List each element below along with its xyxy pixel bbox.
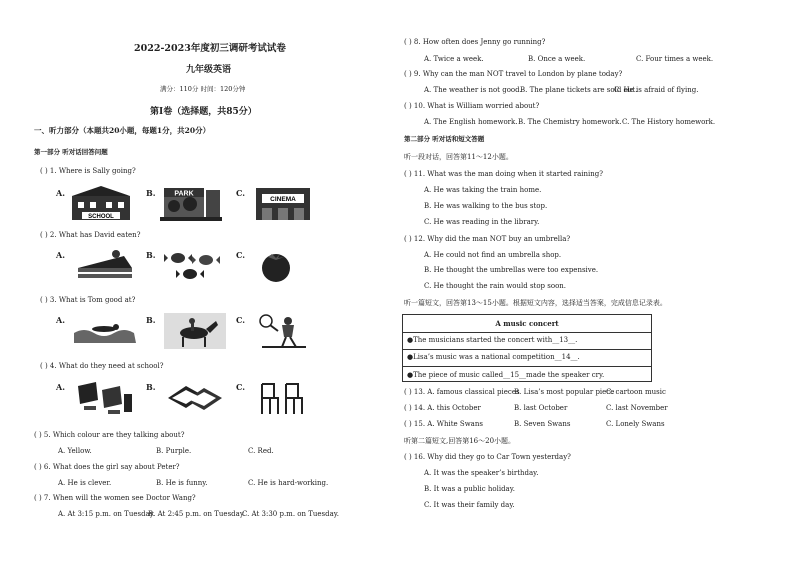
q9-option-c: C. He is afraid of flying. <box>614 86 699 94</box>
park-sign-text: PARK <box>174 190 194 198</box>
q8-option-b: B. Once a week. <box>528 55 586 63</box>
q16-option-c: C. It was their family day. <box>424 501 515 509</box>
q10-option-c: C. The History homework. <box>622 118 716 126</box>
question-6: ( ) 6. What does the girl say about Peter? <box>34 463 180 471</box>
q13-option-b: B. Lisa’s most popular piece <box>514 388 615 396</box>
question-15: ( ) 15. A. White Swans <box>404 420 483 428</box>
q5-option-a: A. Yellow. <box>58 447 92 455</box>
question-10: ( ) 10. What is William worried about? <box>404 102 540 110</box>
q2-option-b-label: B. <box>146 250 156 260</box>
cinema-image <box>254 186 316 222</box>
q1-option-a-label: A. <box>56 188 65 198</box>
q12-option-b: B. He thought the umbrellas were too expensive. <box>424 266 599 274</box>
q13-option-c: C. cartoon music <box>606 388 666 396</box>
exam-meta: 满分：110分 时间：120分钟 <box>160 85 246 93</box>
q3-option-a-label: A. <box>56 315 65 325</box>
q7-option-b: B. At 2:45 p.m. on Tuesday. <box>148 510 246 518</box>
part2-intro: 听一段对话，回答第11～12小题。 <box>404 153 513 161</box>
concert-row-14: ●Lisa’s music was a national competition__14__. <box>407 353 580 361</box>
q5-option-b: B. Purple. <box>156 447 192 455</box>
listening-intro-2: 听一篇短文，回答第13～15小题。根据短文内容，选择适当答案，完成信息记录表。 <box>404 299 667 307</box>
volume-title: 第Ⅰ卷（选择题，共85分） <box>150 107 257 117</box>
q9-option-a: A. The weather is not good. <box>424 86 522 94</box>
q1-option-c-label: C. <box>236 188 246 198</box>
q8-option-a: A. Twice a week. <box>424 55 484 63</box>
question-1: ( ) 1. Where is Sally going? <box>40 167 136 175</box>
part1-heading: 第一部分 听对话回答问题 <box>34 148 108 156</box>
q7-option-c: C. At 3:30 p.m. on Tuesday. <box>242 510 340 518</box>
school-image <box>70 186 132 222</box>
q6-option-b: B. He is funny. <box>156 479 208 487</box>
school-sign-text: SCHOOL <box>88 214 114 220</box>
computers-image <box>74 380 136 416</box>
park-image <box>160 186 222 222</box>
horse-riding-image <box>164 313 226 349</box>
question-11: ( ) 11. What was the man doing when it started raining? <box>404 170 604 178</box>
q3-option-c-label: C. <box>236 315 246 325</box>
q7-option-a: A. At 3:15 p.m. on Tuesday. <box>58 510 155 518</box>
q1-option-b-label: B. <box>146 188 156 198</box>
q12-option-a: A. He could not find an umbrella shop. <box>424 251 562 259</box>
q15-option-c: C. Lonely Swans <box>606 420 665 428</box>
concert-row-13: ●The musicians started the concert with__13__. <box>407 336 578 344</box>
question-8: ( ) 8. How often does Jenny go running? <box>404 38 546 46</box>
question-7: ( ) 7. When will the women see Doctor Wang? <box>34 494 196 502</box>
q11-option-b: B. He was walking to the bus stop. <box>424 202 548 210</box>
concert-table-title: A music concert <box>495 319 559 328</box>
chairs-image <box>252 380 314 416</box>
question-5: ( ) 5. Which colour are they talking about? <box>34 431 185 439</box>
part2-heading: 第二部分 听对话和短文答题 <box>404 135 485 143</box>
q14-option-b: B. last October <box>514 404 568 412</box>
q11-option-c: C. He was reading in the library. <box>424 218 540 226</box>
question-16: ( ) 16. Why did they go to Car Town yesterday? <box>404 453 571 461</box>
q16-option-b: B. It was a public holiday. <box>424 485 515 493</box>
q8-option-c: C. Four times a week. <box>636 55 714 63</box>
books-image <box>164 380 226 416</box>
question-13: ( ) 13. A. famous classical pieces <box>404 388 520 396</box>
concert-row-15: ●The piece of music called__15__made the speaker cry. <box>407 371 605 379</box>
question-14: ( ) 14. A. this October <box>404 404 481 412</box>
q2-option-c-label: C. <box>236 250 246 260</box>
section-heading: 一、听力部分（本题共20小题，每题1分，共20分） <box>34 126 211 135</box>
exam-title: 2022-2023年度初三调研考试试卷 <box>134 43 286 54</box>
q10-option-b: B. The Chemistry homework. <box>518 118 622 126</box>
q9-option-b: B. The plane tickets are sold out. <box>520 86 638 94</box>
q6-option-c: C. He is hard-working. <box>248 479 329 487</box>
question-9: ( ) 9. Why can the man NOT travel to London by plane today? <box>404 70 623 78</box>
exam-subject: 九年级英语 <box>186 65 232 75</box>
q14-option-c: C. last November <box>606 404 668 412</box>
q4-option-a-label: A. <box>56 382 65 392</box>
cinema-sign-text: CINEMA <box>270 196 296 203</box>
concert-info-table <box>402 314 652 382</box>
tennis-image <box>252 313 314 349</box>
question-4: ( ) 4. What do they need at school? <box>40 362 164 370</box>
q15-option-b: B. Seven Swans <box>514 420 571 428</box>
q6-option-a: A. He is clever. <box>58 479 112 487</box>
q4-option-b-label: B. <box>146 382 156 392</box>
question-3: ( ) 3. What is Tom good at? <box>40 296 136 304</box>
candy-image <box>164 248 226 284</box>
q2-option-a-label: A. <box>56 250 65 260</box>
cake-image <box>74 248 136 284</box>
q16-option-a: A. It was the speaker’s birthday. <box>424 469 539 477</box>
question-12: ( ) 12. Why did the man NOT buy an umbrella? <box>404 235 571 243</box>
tomato-image <box>252 248 314 284</box>
q11-option-a: A. He was taking the train home. <box>424 186 542 194</box>
q4-option-c-label: C. <box>236 382 246 392</box>
q12-option-c: C. He thought the rain would stop soon. <box>424 282 567 290</box>
q3-option-b-label: B. <box>146 315 156 325</box>
listening-intro-3: 听第二篇短文,回答第16～20小题。 <box>404 437 516 445</box>
swimming-image <box>74 313 136 349</box>
q10-option-a: A. The English homework. <box>424 118 518 126</box>
question-2: ( ) 2. What has David eaten? <box>40 231 141 239</box>
q5-option-c: C. Red. <box>248 447 274 455</box>
